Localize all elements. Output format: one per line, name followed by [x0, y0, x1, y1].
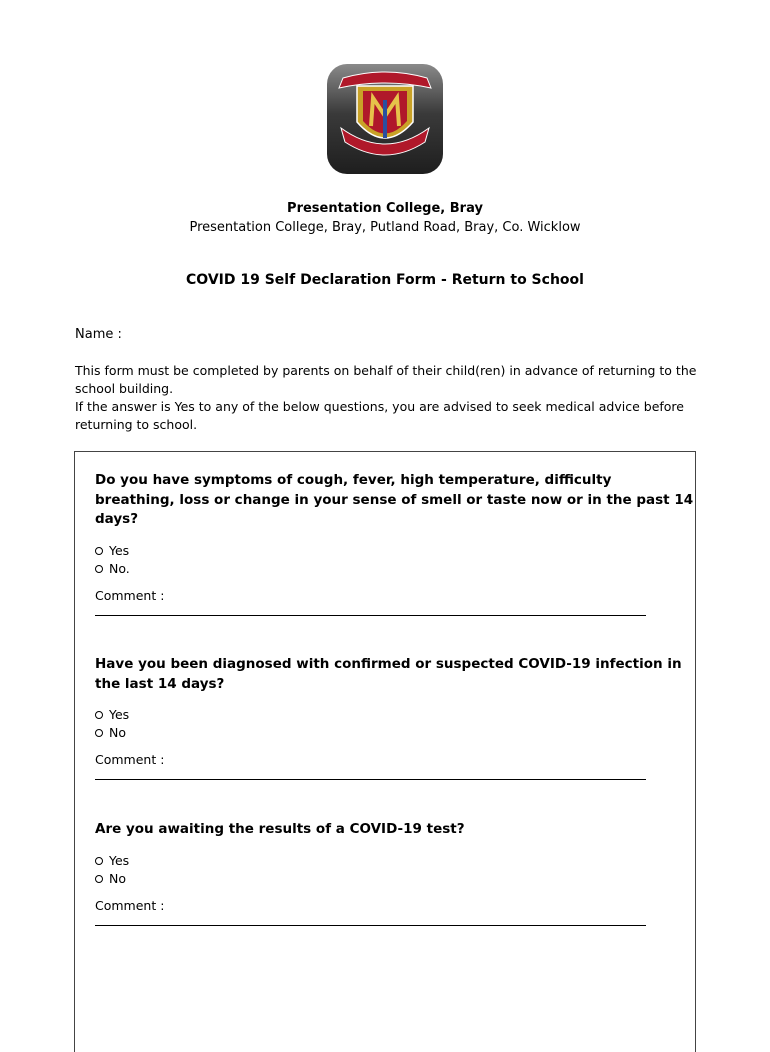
school-name: Presentation College, Bray: [287, 201, 483, 216]
radio-icon[interactable]: [95, 711, 103, 719]
option-yes[interactable]: [95, 542, 695, 560]
options: [95, 706, 695, 742]
school-crest-icon: [327, 64, 443, 174]
option-no[interactable]: [95, 560, 695, 578]
option-label: Yes: [109, 707, 130, 722]
form-title: COVID 19 Self Declaration Form - Return to School: [186, 272, 584, 288]
question-2: [95, 655, 695, 780]
question-text: Are you awaiting the results of a COVID-19 test?: [95, 821, 465, 837]
radio-icon[interactable]: [95, 875, 103, 883]
option-yes[interactable]: [95, 852, 695, 870]
comment-label: Comment :: [95, 897, 165, 913]
radio-icon[interactable]: [95, 547, 103, 555]
option-label: No: [109, 870, 126, 886]
question-text: Have you been diagnosed with confirmed or suspected COVID-19 infection in the last 14 days?: [95, 656, 682, 692]
intro-paragraph-2: If the answer is Yes to any of the below questions, you are advised to seek medical advice before returning to school.: [75, 399, 684, 432]
comment-label: Comment :: [95, 752, 165, 767]
options: [95, 542, 695, 578]
option-label: No: [109, 725, 126, 740]
option-yes[interactable]: [95, 706, 695, 724]
questions-box: [74, 451, 696, 1052]
radio-icon[interactable]: [95, 729, 103, 737]
option-no[interactable]: [95, 870, 695, 888]
question-3: [95, 820, 695, 926]
comment-line[interactable]: [95, 615, 646, 616]
comment-line[interactable]: [95, 779, 646, 780]
intro-text: [75, 362, 725, 434]
option-label: Yes: [109, 852, 130, 868]
comment-label: Comment :: [95, 587, 165, 603]
comment-line[interactable]: [95, 925, 646, 926]
school-address: Presentation College, Bray, Putland Road, Bray, Co. Wicklow: [189, 220, 581, 235]
intro-paragraph-1: This form must be completed by parents on behalf of their child(ren) in advance of returning to the school building.: [75, 363, 697, 396]
name-label: Name :: [75, 327, 122, 342]
option-label: Yes: [109, 542, 130, 558]
option-no[interactable]: [95, 724, 695, 742]
option-label: No.: [109, 560, 130, 576]
radio-icon[interactable]: [95, 857, 103, 865]
radio-icon[interactable]: [95, 565, 103, 573]
options: [95, 852, 695, 888]
question-1: [95, 471, 695, 616]
question-text: Do you have symptoms of cough, fever, high temperature, difficulty breathing, loss or change in your sense of smell or taste now or in the past 14 days?: [95, 472, 694, 527]
